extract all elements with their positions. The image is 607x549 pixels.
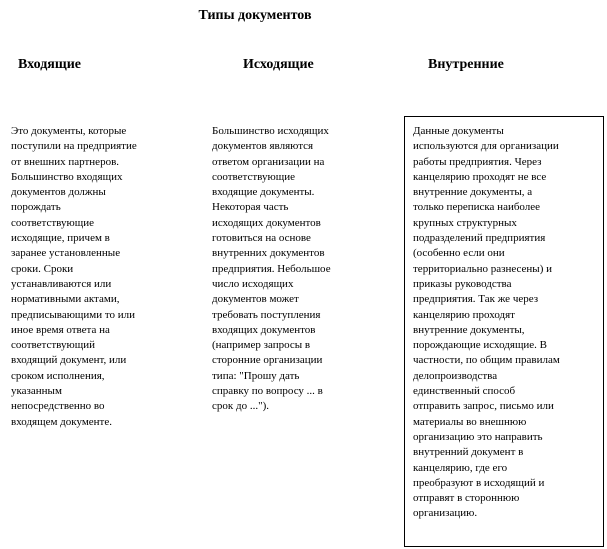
text-line: приказы руководства: [413, 277, 512, 290]
text-line: (например запросы в: [212, 339, 311, 352]
text-line: число исходящих: [212, 277, 294, 290]
text-line: заранее установленные: [11, 247, 121, 260]
heading-internal: Внутренние: [428, 57, 504, 72]
text-line: соответствующий: [11, 339, 95, 352]
text-line: входящих документов: [212, 323, 316, 336]
text-line: от внешних партнеров.: [11, 155, 120, 168]
text-line: указанным: [11, 385, 62, 398]
text-line: документов являются: [212, 140, 314, 153]
text-line: устанавливаются или: [11, 277, 112, 290]
text-line: работы предприятия. Через: [413, 155, 542, 168]
text-line: входящие документы.: [212, 186, 315, 199]
internal-description: [413, 124, 601, 522]
text-line: ответом организации на: [212, 155, 325, 168]
text-line: документов должны: [11, 186, 106, 199]
text-line: внутренний документ в: [413, 446, 524, 459]
heading-incoming: Входящие: [18, 57, 81, 72]
text-line: типа: "Прошу дать: [212, 369, 300, 382]
text-line: сроком исполнения,: [11, 369, 105, 382]
heading-outgoing: Исходящие: [243, 57, 314, 72]
text-line: Это документы, которые: [11, 125, 127, 137]
text-line: входящем документе.: [11, 415, 112, 428]
text-line: исходящих документов: [212, 216, 321, 229]
text-line: соответствующие: [11, 216, 94, 229]
text-line: исходящие, причем в: [11, 232, 110, 245]
text-line: единственный способ: [413, 385, 516, 398]
text-line: частности, по общим правилам: [413, 354, 560, 367]
text-line: сроки. Сроки: [11, 262, 74, 275]
text-line: (особенно если они: [413, 247, 505, 260]
text-line: соответствующие: [212, 170, 295, 183]
incoming-description: [11, 124, 176, 430]
text-line: Большинство входящих: [11, 170, 123, 183]
text-line: канцелярию, где его: [413, 461, 508, 474]
text-line: организацию.: [413, 507, 478, 520]
text-line: непосредственно во: [11, 400, 105, 413]
text-line: внутренние документы,: [413, 323, 525, 336]
text-line: Большинство исходящих: [212, 125, 329, 137]
text-line: нормативными актами,: [11, 293, 120, 306]
text-line: сторонние организации: [212, 354, 323, 367]
text-line: канцелярию проходят: [413, 308, 515, 321]
text-line: готовиться на основе: [212, 232, 311, 245]
text-line: крупных структурных: [413, 216, 517, 229]
text-line: предприятия. Так же через: [413, 293, 539, 306]
text-line: предписывающими то или: [11, 308, 136, 321]
text-line: только переписка наиболее: [413, 201, 541, 214]
text-line: отправить запрос, письмо или: [413, 400, 554, 413]
text-line: внутренних документов: [212, 247, 325, 260]
text-line: поступили на предприятие: [11, 140, 137, 153]
text-line: подразделений предприятия: [413, 232, 546, 245]
text-line: территориально разнесены) и: [413, 262, 552, 275]
text-line: канцелярию проходят не все: [413, 170, 547, 183]
text-line: предприятия. Небольшое: [212, 262, 331, 275]
text-line: Некоторая часть: [212, 201, 289, 214]
text-line: преобразуют в исходящий и: [413, 476, 545, 489]
text-line: организацию это направить: [413, 430, 543, 443]
outgoing-description: [212, 124, 372, 415]
text-line: порождающие исходящие. В: [413, 339, 548, 352]
page-title: Типы документов: [198, 8, 312, 23]
text-line: материалы во внешнюю: [413, 415, 527, 428]
text-line: справку по вопросу ... в: [212, 385, 323, 398]
text-line: Данные документы: [413, 125, 504, 137]
text-line: используются для организации: [413, 140, 559, 153]
text-line: требовать поступления: [212, 308, 321, 321]
text-line: отправят в стороннюю: [413, 492, 520, 505]
text-line: документов может: [212, 293, 299, 306]
text-line: входящий документ, или: [11, 354, 127, 367]
text-line: иное время ответа на: [11, 323, 110, 336]
text-line: внутренние документы, а: [413, 186, 533, 199]
text-line: срок до ...").: [212, 400, 269, 413]
text-line: порождать: [11, 201, 61, 214]
text-line: делопроизводства: [413, 369, 498, 382]
